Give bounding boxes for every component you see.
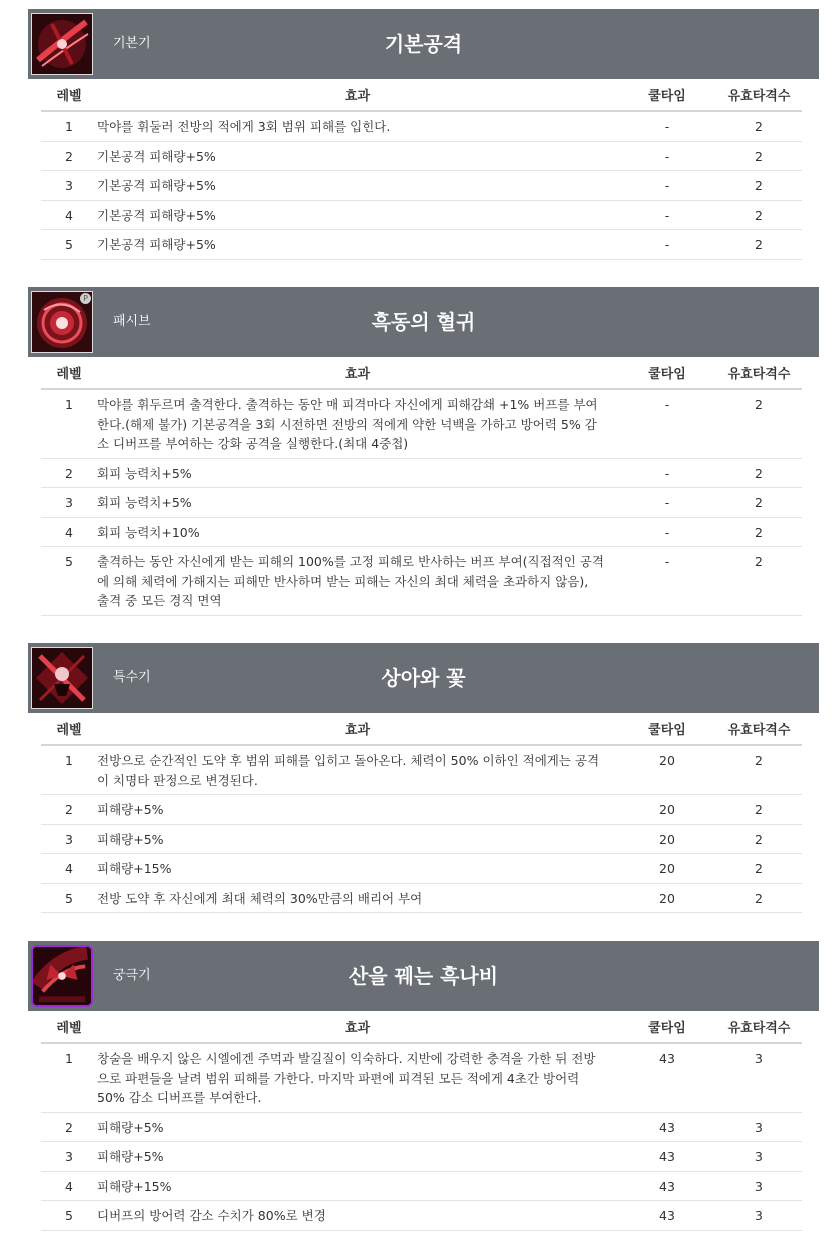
- hits-cell: 3: [716, 1043, 802, 1112]
- cooldown-cell: -: [618, 547, 716, 616]
- hits-cell: 2: [716, 111, 802, 141]
- skill-table: [41, 713, 802, 913]
- table-row: [41, 824, 802, 854]
- table-header-row: [41, 357, 802, 389]
- column-header-hits: 유효타격수: [716, 1011, 802, 1043]
- table-row: [41, 141, 802, 171]
- skill-type-label: 기본기: [113, 36, 151, 51]
- level-cell: 2: [41, 458, 97, 488]
- table-row: [41, 458, 802, 488]
- column-header-level: 레벨: [41, 1011, 97, 1043]
- cooldown-cell: 20: [618, 883, 716, 913]
- table-row: [41, 1112, 802, 1142]
- table-row: [41, 745, 802, 795]
- skill-table: [41, 79, 802, 260]
- table-row: [41, 111, 802, 141]
- column-header-hits: 유효타격수: [716, 713, 802, 745]
- table-row: [41, 883, 802, 913]
- cooldown-cell: -: [618, 458, 716, 488]
- column-header-level: 레벨: [41, 357, 97, 389]
- hits-cell: 2: [716, 517, 802, 547]
- column-header-effect: 효과: [97, 79, 618, 111]
- skill-type-label: 궁극기: [113, 968, 151, 983]
- skill-section: [28, 287, 819, 616]
- hits-cell: 2: [716, 389, 802, 458]
- level-cell: 5: [41, 883, 97, 913]
- effect-cell: 막야를 휘두르며 출격한다. 출격하는 동안 매 피격마다 자신에게 피해감쇄 +1% 버프를 부여한다.(해제 불가) 기본공격을 3회 시전하면 전방의 적에게 약한 넉백을 가하고 방어력 5% 감소 디버프를 부여하는 강화 공격을 실행한다.(최대 4중첩): [97, 389, 618, 458]
- cooldown-cell: 20: [618, 795, 716, 825]
- skill-section: [28, 941, 819, 1231]
- effect-cell: 막야를 휘둘러 전방의 적에게 3회 범위 피해를 입힌다.: [97, 111, 618, 141]
- cooldown-cell: 20: [618, 745, 716, 795]
- effect-cell: 회피 능력치+5%: [97, 488, 618, 518]
- column-header-hits: 유효타격수: [716, 357, 802, 389]
- cooldown-cell: -: [618, 488, 716, 518]
- effect-cell: 피해량+15%: [97, 1171, 618, 1201]
- table-row: [41, 1142, 802, 1172]
- hits-cell: 2: [716, 171, 802, 201]
- level-cell: 4: [41, 517, 97, 547]
- hits-cell: 2: [716, 200, 802, 230]
- skill-section: [28, 643, 819, 913]
- column-header-level: 레벨: [41, 713, 97, 745]
- effect-cell: 기본공격 피해량+5%: [97, 230, 618, 260]
- skill-table: [41, 1011, 802, 1231]
- level-cell: 3: [41, 824, 97, 854]
- hits-cell: 2: [716, 824, 802, 854]
- table-row: [41, 1171, 802, 1201]
- effect-cell: 회피 능력치+10%: [97, 517, 618, 547]
- hits-cell: 2: [716, 488, 802, 518]
- cooldown-cell: 20: [618, 824, 716, 854]
- level-cell: 2: [41, 1112, 97, 1142]
- cooldown-cell: 20: [618, 854, 716, 884]
- column-header-cooldown: 쿨타임: [618, 357, 716, 389]
- cooldown-cell: 43: [618, 1112, 716, 1142]
- cooldown-cell: -: [618, 171, 716, 201]
- hits-cell: 3: [716, 1112, 802, 1142]
- cooldown-cell: -: [618, 141, 716, 171]
- level-cell: 3: [41, 488, 97, 518]
- column-header-effect: 효과: [97, 1011, 618, 1043]
- level-cell: 3: [41, 171, 97, 201]
- table-row: [41, 517, 802, 547]
- column-header-effect: 효과: [97, 713, 618, 745]
- effect-cell: 피해량+5%: [97, 1112, 618, 1142]
- passive-badge-icon: P: [80, 293, 91, 304]
- level-cell: 4: [41, 1171, 97, 1201]
- level-cell: 4: [41, 854, 97, 884]
- skill-title: 흑동의 혈귀: [371, 310, 476, 334]
- level-cell: 1: [41, 1043, 97, 1112]
- effect-cell: 기본공격 피해량+5%: [97, 141, 618, 171]
- skill-title: 산을 꿰는 흑나비: [348, 964, 499, 988]
- level-cell: 5: [41, 547, 97, 616]
- column-header-cooldown: 쿨타임: [618, 1011, 716, 1043]
- column-header-cooldown: 쿨타임: [618, 79, 716, 111]
- effect-cell: 출격하는 동안 자신에게 받는 피해의 100%를 고정 피해로 반사하는 버프 부여(직접적인 공격에 의해 체력에 가해지는 피해만 반사하며 받는 피해는 자신의 최대 체력을 초과하지 않음), 출격 중 모든 경직 면역: [97, 547, 618, 616]
- effect-cell: 기본공격 피해량+5%: [97, 200, 618, 230]
- table-header-row: [41, 713, 802, 745]
- effect-cell: 회피 능력치+5%: [97, 458, 618, 488]
- level-cell: 2: [41, 795, 97, 825]
- table-row: [41, 200, 802, 230]
- skill-header: [28, 9, 819, 79]
- effect-cell: 전방 도약 후 자신에게 최대 체력의 30%만큼의 배리어 부여: [97, 883, 618, 913]
- table-row: [41, 230, 802, 260]
- table-row: [41, 854, 802, 884]
- cooldown-cell: 43: [618, 1171, 716, 1201]
- hits-cell: 3: [716, 1201, 802, 1231]
- effect-cell: 피해량+5%: [97, 795, 618, 825]
- column-header-effect: 효과: [97, 357, 618, 389]
- level-cell: 5: [41, 230, 97, 260]
- hits-cell: 2: [716, 745, 802, 795]
- table-row: [41, 389, 802, 458]
- effect-cell: 피해량+15%: [97, 854, 618, 884]
- level-cell: 5: [41, 1201, 97, 1231]
- skill-type-label: 특수기: [113, 670, 151, 685]
- effect-cell: 피해량+5%: [97, 824, 618, 854]
- level-cell: 1: [41, 389, 97, 458]
- effect-cell: 전방으로 순간적인 도약 후 범위 피해를 입히고 돌아온다. 체력이 50% 이하인 적에게는 공격이 치명타 판정으로 변경된다.: [97, 745, 618, 795]
- column-header-cooldown: 쿨타임: [618, 713, 716, 745]
- effect-cell: 기본공격 피해량+5%: [97, 171, 618, 201]
- table-row: [41, 488, 802, 518]
- hits-cell: 2: [716, 458, 802, 488]
- cooldown-cell: -: [618, 230, 716, 260]
- table-row: [41, 171, 802, 201]
- skill-type-label: 패시브: [113, 314, 151, 329]
- table-header-row: [41, 79, 802, 111]
- level-cell: 1: [41, 111, 97, 141]
- table-row: [41, 547, 802, 616]
- skill-header: [28, 643, 819, 713]
- effect-cell: 디버프의 방어력 감소 수치가 80%로 변경: [97, 1201, 618, 1231]
- skill-title: 상아와 꽃: [381, 666, 466, 690]
- table-row: [41, 1043, 802, 1112]
- effect-cell: 창술을 배우지 않은 시엘에겐 주먹과 발길질이 익숙하다. 지반에 강력한 충격을 가한 뒤 전방으로 파편들을 날려 범위 피해를 가한다. 마지막 파편에 피격된 모든 적에게 4초간 방어력 50% 감소 디버프를 부여한다.: [97, 1043, 618, 1112]
- cooldown-cell: 43: [618, 1043, 716, 1112]
- table-row: [41, 1201, 802, 1231]
- skill-section: [28, 9, 819, 260]
- skill-header: [28, 941, 819, 1011]
- hits-cell: 2: [716, 883, 802, 913]
- cooldown-cell: -: [618, 517, 716, 547]
- cooldown-cell: -: [618, 200, 716, 230]
- cooldown-cell: 43: [618, 1142, 716, 1172]
- column-header-level: 레벨: [41, 79, 97, 111]
- cooldown-cell: -: [618, 389, 716, 458]
- table-row: [41, 795, 802, 825]
- table-header-row: [41, 1011, 802, 1043]
- hits-cell: 3: [716, 1171, 802, 1201]
- hits-cell: 2: [716, 854, 802, 884]
- cooldown-cell: 43: [618, 1201, 716, 1231]
- level-cell: 1: [41, 745, 97, 795]
- hits-cell: 2: [716, 795, 802, 825]
- hits-cell: 3: [716, 1142, 802, 1172]
- skill-header: [28, 287, 819, 357]
- level-cell: 2: [41, 141, 97, 171]
- cooldown-cell: -: [618, 111, 716, 141]
- effect-cell: 피해량+5%: [97, 1142, 618, 1172]
- level-cell: 3: [41, 1142, 97, 1172]
- hits-cell: 2: [716, 141, 802, 171]
- hits-cell: 2: [716, 230, 802, 260]
- skill-table: [41, 357, 802, 616]
- level-cell: 4: [41, 200, 97, 230]
- column-header-hits: 유효타격수: [716, 79, 802, 111]
- hits-cell: 2: [716, 547, 802, 616]
- skill-title: 기본공격: [384, 32, 463, 56]
